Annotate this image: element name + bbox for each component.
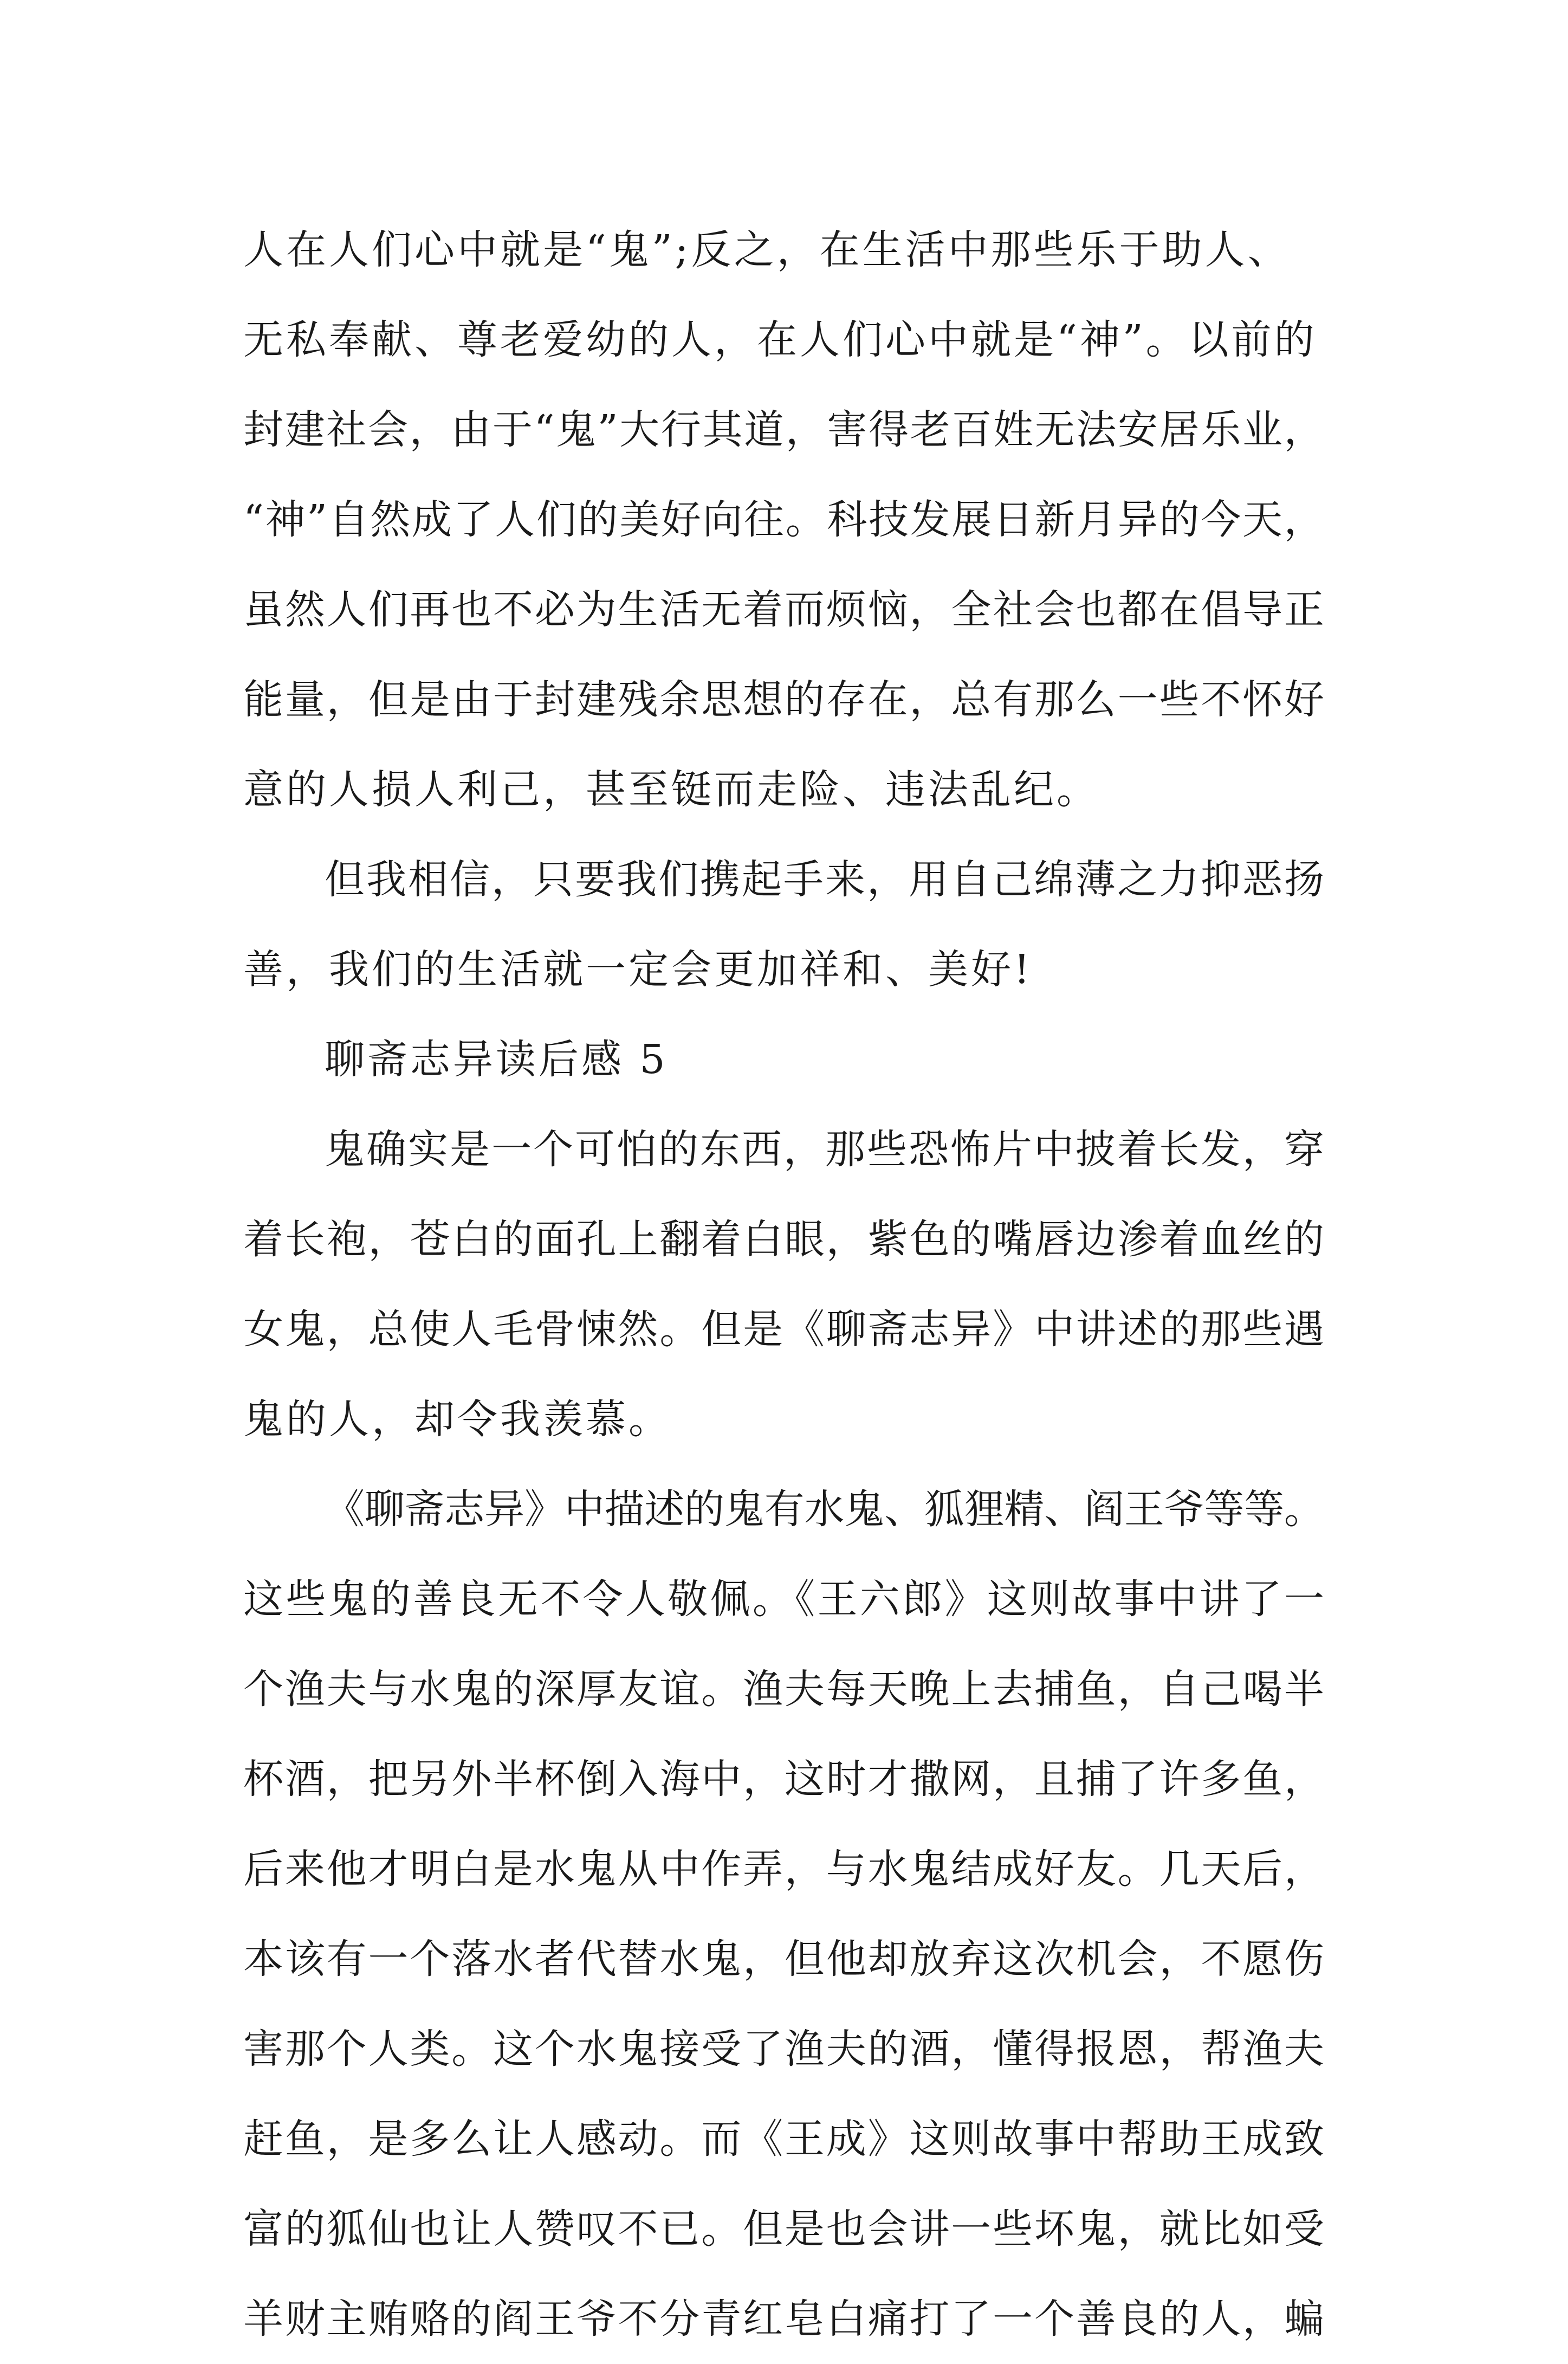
text-line: 封建社会，由于“鬼”大行其道，害得老百姓无法安居乐业， — [243, 406, 1326, 453]
text-line: 虽然人们再也不必为生活无着而烦恼，全社会也都在倡导正 — [243, 586, 1326, 633]
text-line: 赶鱼，是多么让人感动。而《王成》这则故事中帮助王成致 — [243, 2116, 1326, 2162]
section-heading: 聊斋志异读后感 5 — [325, 1036, 668, 1083]
text-line: “神”自然成了人们的美好向往。科技发展日新月异的今天， — [243, 496, 1326, 543]
body-text — [243, 205, 1327, 2364]
text-line: 无私奉献、尊老爱幼的人，在人们心中就是“神”。以前的 — [243, 317, 1317, 363]
text-line: 着长袍，苍白的面孔上翻着白眼，紫色的嘴唇边渗着血丝的 — [243, 1216, 1326, 1263]
text-line: 杯酒，把另外半杯倒入海中，这时才撒网，且捕了许多鱼， — [243, 1756, 1326, 1803]
text-line: 这些鬼的善良无不令人敬佩。《王六郎》这则故事中讲了一 — [243, 1576, 1327, 1623]
text-line: 羊财主贿赂的阎王爷不分青红皂白痛打了一个善良的人，蝙 — [243, 2296, 1326, 2342]
text-line: 能量，但是由于封建残余思想的存在，总有那么一些不怀好 — [243, 676, 1326, 723]
paragraph-start-line: 《聊斋志异》中描述的鬼有水鬼、狐狸精、阎王爷等等。 — [325, 1486, 1324, 1533]
text-line: 人在人们心中就是“鬼”;反之，在生活中那些乐于助人、 — [243, 227, 1291, 273]
text-line: 鬼的人，却令我羡慕。 — [243, 1396, 671, 1443]
paragraph-start-line: 但我相信，只要我们携起手来，用自己绵薄之力抑恶扬 — [325, 856, 1326, 903]
text-line: 富的狐仙也让人赞叹不已。但是也会讲一些坏鬼，就比如受 — [243, 2206, 1326, 2252]
text-line: 后来他才明白是水鬼从中作弄，与水鬼结成好友。几天后， — [243, 1846, 1326, 1893]
paragraph-start-line: 鬼确实是一个可怕的东西，那些恐怖片中披着长发，穿 — [325, 1126, 1326, 1173]
text-line: 个渔夫与水鬼的深厚友谊。渔夫每天晚上去捕鱼，自己喝半 — [243, 1666, 1326, 1713]
text-line: 善，我们的生活就一定会更加祥和、美好! — [243, 946, 1033, 993]
text-line: 女鬼，总使人毛骨悚然。但是《聊斋志异》中讲述的那些遇 — [243, 1306, 1326, 1353]
text-line: 害那个人类。这个水鬼接受了渔夫的酒，懂得报恩，帮渔夫 — [243, 2026, 1326, 2072]
text-line: 本该有一个落水者代替水鬼，但他却放弃这次机会，不愿伤 — [243, 1936, 1326, 1982]
text-line: 意的人损人利己，甚至铤而走险、违法乱纪。 — [243, 766, 1099, 813]
